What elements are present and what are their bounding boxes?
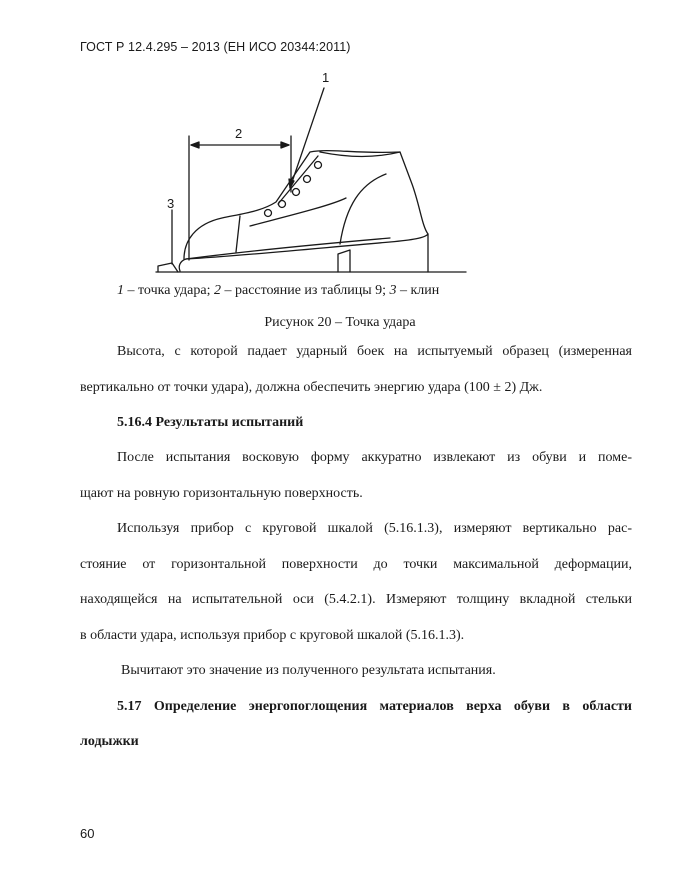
shoe-figure (150, 66, 470, 282)
eyelet (279, 201, 286, 208)
eyelet (265, 210, 272, 217)
page-number: 60 (80, 826, 95, 841)
toe-cap-seam (236, 216, 240, 252)
eyelet (293, 189, 300, 196)
sole (179, 234, 428, 272)
figure-legend (117, 283, 439, 299)
running-header: ГОСТ Р 12.4.295 – 2013 (ЕН ИСО 20344:2011) (80, 40, 351, 54)
legend-number-1: 1 (117, 283, 124, 298)
callout-3: 3 (167, 196, 175, 211)
body-line: вертикально от точки удара), должна обеспечить энергию удара (100 ± 2) Дж. (80, 380, 543, 395)
legend-number-2: 2 (213, 283, 221, 298)
wedge (158, 263, 178, 272)
section-heading: 5.16.4 Результаты испытаний (117, 415, 304, 430)
callout-2: 2 (235, 126, 243, 141)
figure-caption: Рисунок 20 – Точка удара (264, 315, 416, 330)
body-line: Используя прибор с круговой шкалой (5.16.1.3), измеряют вертикально рас- (117, 521, 632, 536)
arrow-left (191, 142, 199, 148)
legend-text-3: – клин (396, 283, 440, 298)
body-line: стояние от горизонтальной поверхности до точки максимальной деформации, (80, 557, 632, 572)
body-line: Вычитают это значение из полученного результата испытания. (121, 663, 496, 678)
legend-number-3: 3 (389, 283, 397, 298)
section-heading: 5.17 Определение энергопоглощения материалов верха обуви в области (117, 699, 632, 714)
body-line: Высота, с которой падает ударный боек на испытуемый образец (измеренная (117, 344, 632, 359)
quarter-seam (340, 174, 386, 244)
eyelet (315, 162, 322, 169)
sole-inner (186, 238, 390, 259)
eyelet (304, 176, 311, 183)
callout-1: 1 (322, 70, 330, 85)
leader-line-1 (290, 88, 324, 188)
body-line: в области удара, используя прибор с круговой шкалой (5.16.1.3). (80, 628, 465, 643)
section-heading-continued: лодыжки (80, 734, 139, 749)
upper-outline (184, 151, 428, 259)
body-line: После испытания восковую форму аккуратно извлекают из обуви и поме- (117, 450, 632, 465)
heel (338, 250, 350, 272)
body-line: щают на ровную горизонтальную поверхность. (80, 486, 363, 501)
legend-text-1: – точка удара; (124, 283, 214, 298)
shoe-drawing (150, 66, 470, 282)
body-line: находящейся на испытательной оси (5.4.2.1). Измеряют толщину вкладной стельки (80, 592, 632, 607)
arrow-right (281, 142, 289, 148)
legend-text-2: – расстояние из таблицы 9; (220, 283, 390, 298)
